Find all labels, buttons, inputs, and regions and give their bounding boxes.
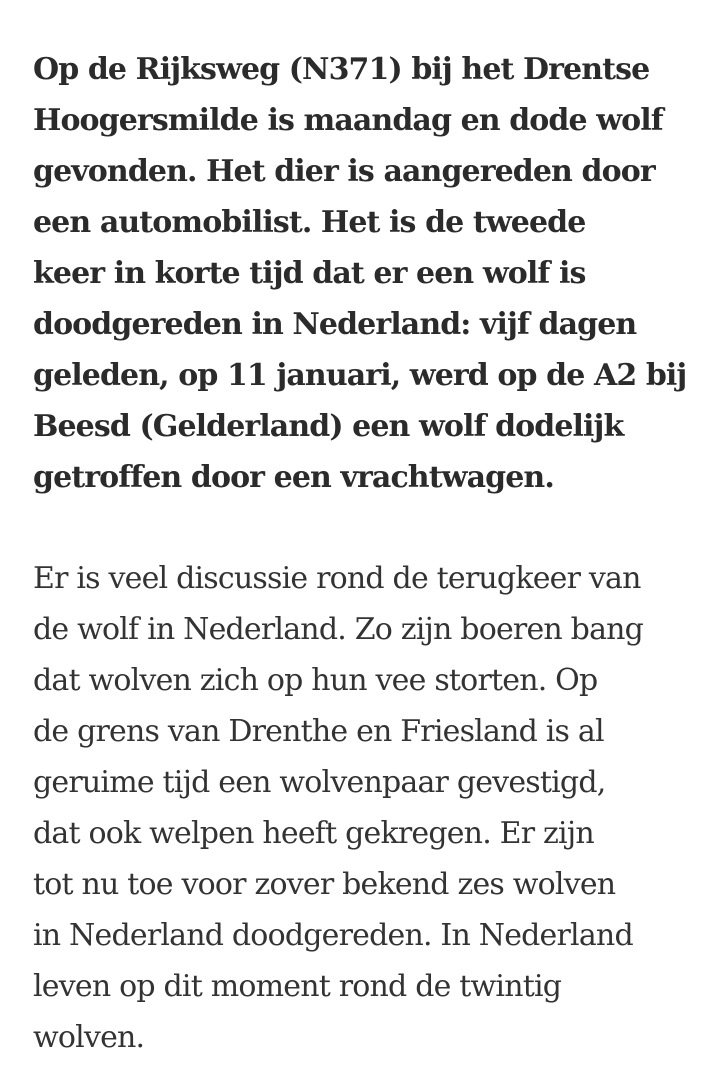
body-paragraph: [33, 553, 688, 1063]
body-line: de grens van Drenthe en Friesland is al: [33, 714, 604, 749]
lead-line: Beesd (Gelderland) een wolf dodelijk: [33, 409, 624, 444]
body-line: de wolf in Nederland. Zo zijn boeren bang: [33, 612, 644, 647]
body-line: Er is veel discussie rond de terugkeer van: [33, 561, 641, 596]
body-line: wolven.: [33, 1020, 145, 1055]
body-line: dat wolven zich op hun vee storten. Op: [33, 663, 598, 698]
body-line: leven op dit moment rond de twintig: [33, 969, 562, 1004]
body-line: in Nederland doodgereden. In Nederland: [33, 918, 633, 953]
lead-line: doodgereden in Nederland: vijf dagen: [33, 307, 637, 342]
body-line: geruime tijd een wolvenpaar gevestigd,: [33, 765, 606, 800]
lead-paragraph: [33, 44, 688, 503]
lead-line: geleden, op 11 januari, werd op de A2 bij: [33, 358, 687, 393]
lead-line: getroffen door een vrachtwagen.: [33, 460, 554, 495]
lead-line: Op de Rijksweg (N371) bij het Drentse: [33, 52, 650, 87]
body-line: tot nu toe voor zover bekend zes wolven: [33, 867, 616, 902]
body-line: dat ook welpen heeft gekregen. Er zijn: [33, 816, 594, 851]
lead-line: een automobilist. Het is de tweede: [33, 205, 586, 240]
lead-line: gevonden. Het dier is aangereden door: [33, 154, 655, 189]
lead-line: Hoogersmilde is maandag en dode wolf: [33, 103, 663, 138]
lead-line: keer in korte tijd dat er een wolf is: [33, 256, 586, 291]
